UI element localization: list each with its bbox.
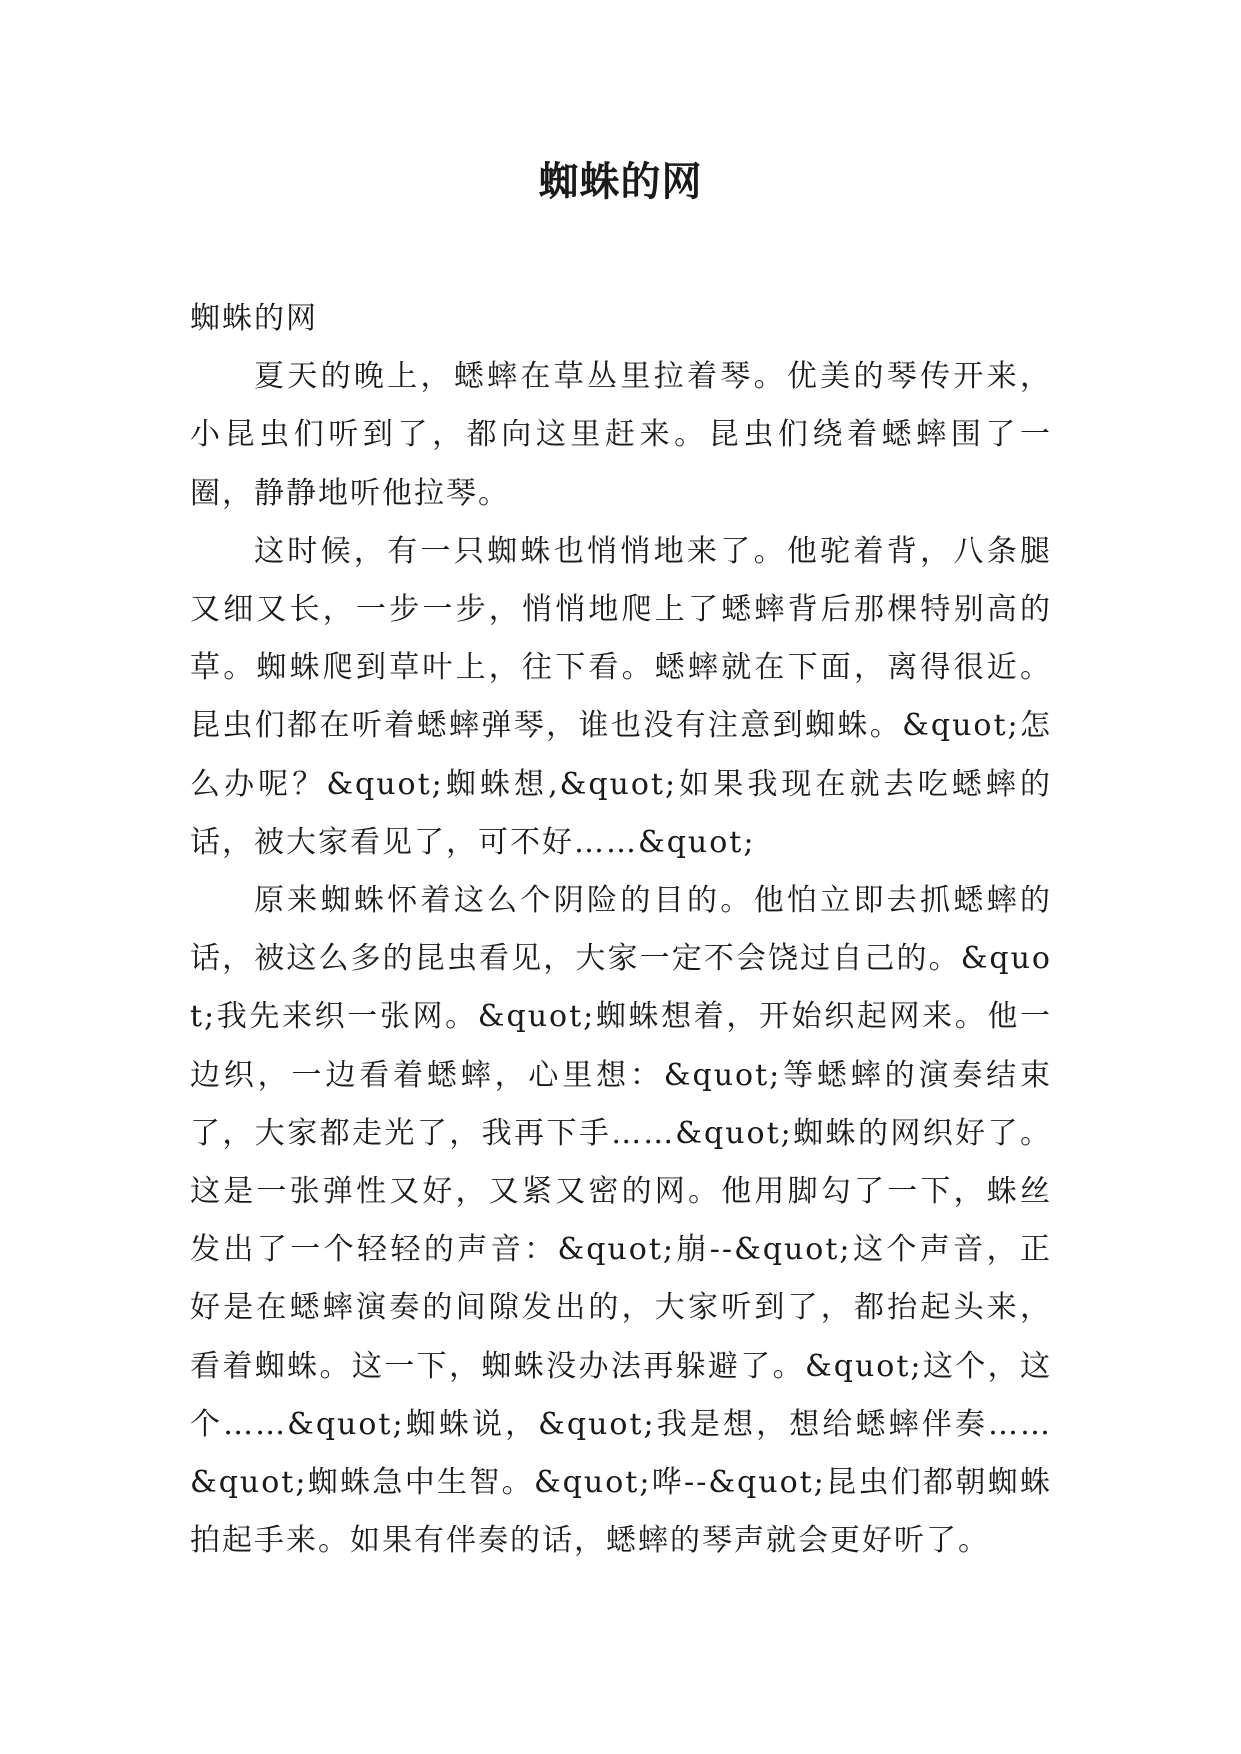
paragraph: 原来蜘蛛怀着这么个阴险的目的。他怕立即去抓蟋蟀的话，被这么多的昆虫看见，大家一定不会饶过自己的。&quot;我先来织一张网。&quot;蜘蛛想着，开始织起网来。他一边织，一边看着蟋蟀，心里想：&quot;等蟋蟀的演奏结束了，大家都走光了，我再下手……&quot;蜘蛛的网织好了。这是一张弹性又好，又紧又密的网。他用脚勾了一下，蛛丝发出了一个轻轻的声音：&quot;崩--&quot;这个声音，正好是在蟋蟀演奏的间隙发出的，大家听到了，都抬起头来，看着蜘蛛。这一下，蜘蛛没办法再躲避了。&quot;这个，这个……&quot;蜘蛛说，&quot;我是想，想给蟋蟀伴奏……&quot;蜘蛛急中生智。&quot;哗--&quot;昆虫们都朝蜘蛛拍起手来。如果有伴奏的话，蟋蟀的琴声就会更好听了。 xyxy=(190,883,1052,1559)
paragraph: 这时候，有一只蜘蛛也悄悄地来了。他驼着背，八条腿又细又长，一步一步，悄悄地爬上了蟋蟀背后那棵特别高的草。蜘蛛爬到草叶上，往下看。蟋蟀就在下面，离得很近。昆虫们都在听着蟋蟀弹琴，谁也没有注意到蜘蛛。&quot;怎么办呢？&quot;蜘蛛想,&quot;如果我现在就去吃蟋蟀的话，被大家看见了，可不好……&quot; xyxy=(190,533,1052,860)
document-title: 蜘蛛的网 xyxy=(538,158,703,205)
document-body xyxy=(190,290,1052,1570)
paragraph: 夏天的晚上，蟋蟀在草丛里拉着琴。优美的琴传开来，小昆虫们听到了，都向这里赶来。昆虫们绕着蟋蟀围了一圈，静静地听他拉琴。 xyxy=(190,359,1052,511)
document-subtitle: 蜘蛛的网 xyxy=(190,301,318,336)
